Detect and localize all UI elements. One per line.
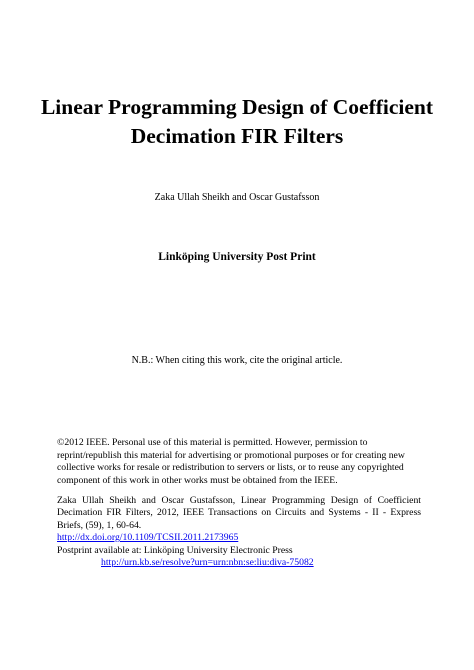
urn-link[interactable]: http://urn.kb.se/resolve?urn=urn:nbn:se:liu:diva-75082 xyxy=(101,557,314,569)
document-title xyxy=(30,93,444,151)
title-line-2: Decimation FIR Filters xyxy=(130,124,344,148)
title-line-1: Linear Programming Design of Coefficient xyxy=(40,95,434,119)
citation-note: N.B.: When citing this work, cite the original article. xyxy=(131,355,343,366)
post-print-label: Linköping University Post Print xyxy=(158,251,316,263)
citation-text: Zaka Ullah Sheikh and Oscar Gustafsson, Linear Programming Design of Coefficient Decimation FIR Filters, 2012, IEEE Transactions on Circuits and Systems - II - Express Briefs, (59), 1, 60-64. xyxy=(57,495,421,531)
citation-block xyxy=(57,495,421,569)
doi-link[interactable]: http://dx.doi.org/10.1109/TCSII.2011.2173965 xyxy=(57,532,239,544)
copyright-line: reprint/republish this material for advertising or promotional purposes or for creating new xyxy=(57,449,405,461)
copyright-line: collective works for resale or redistribution to servers or lists, or to reuse any copyrighted xyxy=(57,462,404,474)
postprint-availability: Postprint available at: Linköping University Electronic Press xyxy=(57,544,293,556)
authors: Zaka Ullah Sheikh and Oscar Gustafsson xyxy=(154,192,320,203)
copyright-line: ©2012 IEEE. Personal use of this material is permitted. However, permission to xyxy=(57,437,368,448)
copyright-line: component of this work in other works must be obtained from the IEEE. xyxy=(57,474,338,486)
copyright-notice xyxy=(57,437,427,487)
